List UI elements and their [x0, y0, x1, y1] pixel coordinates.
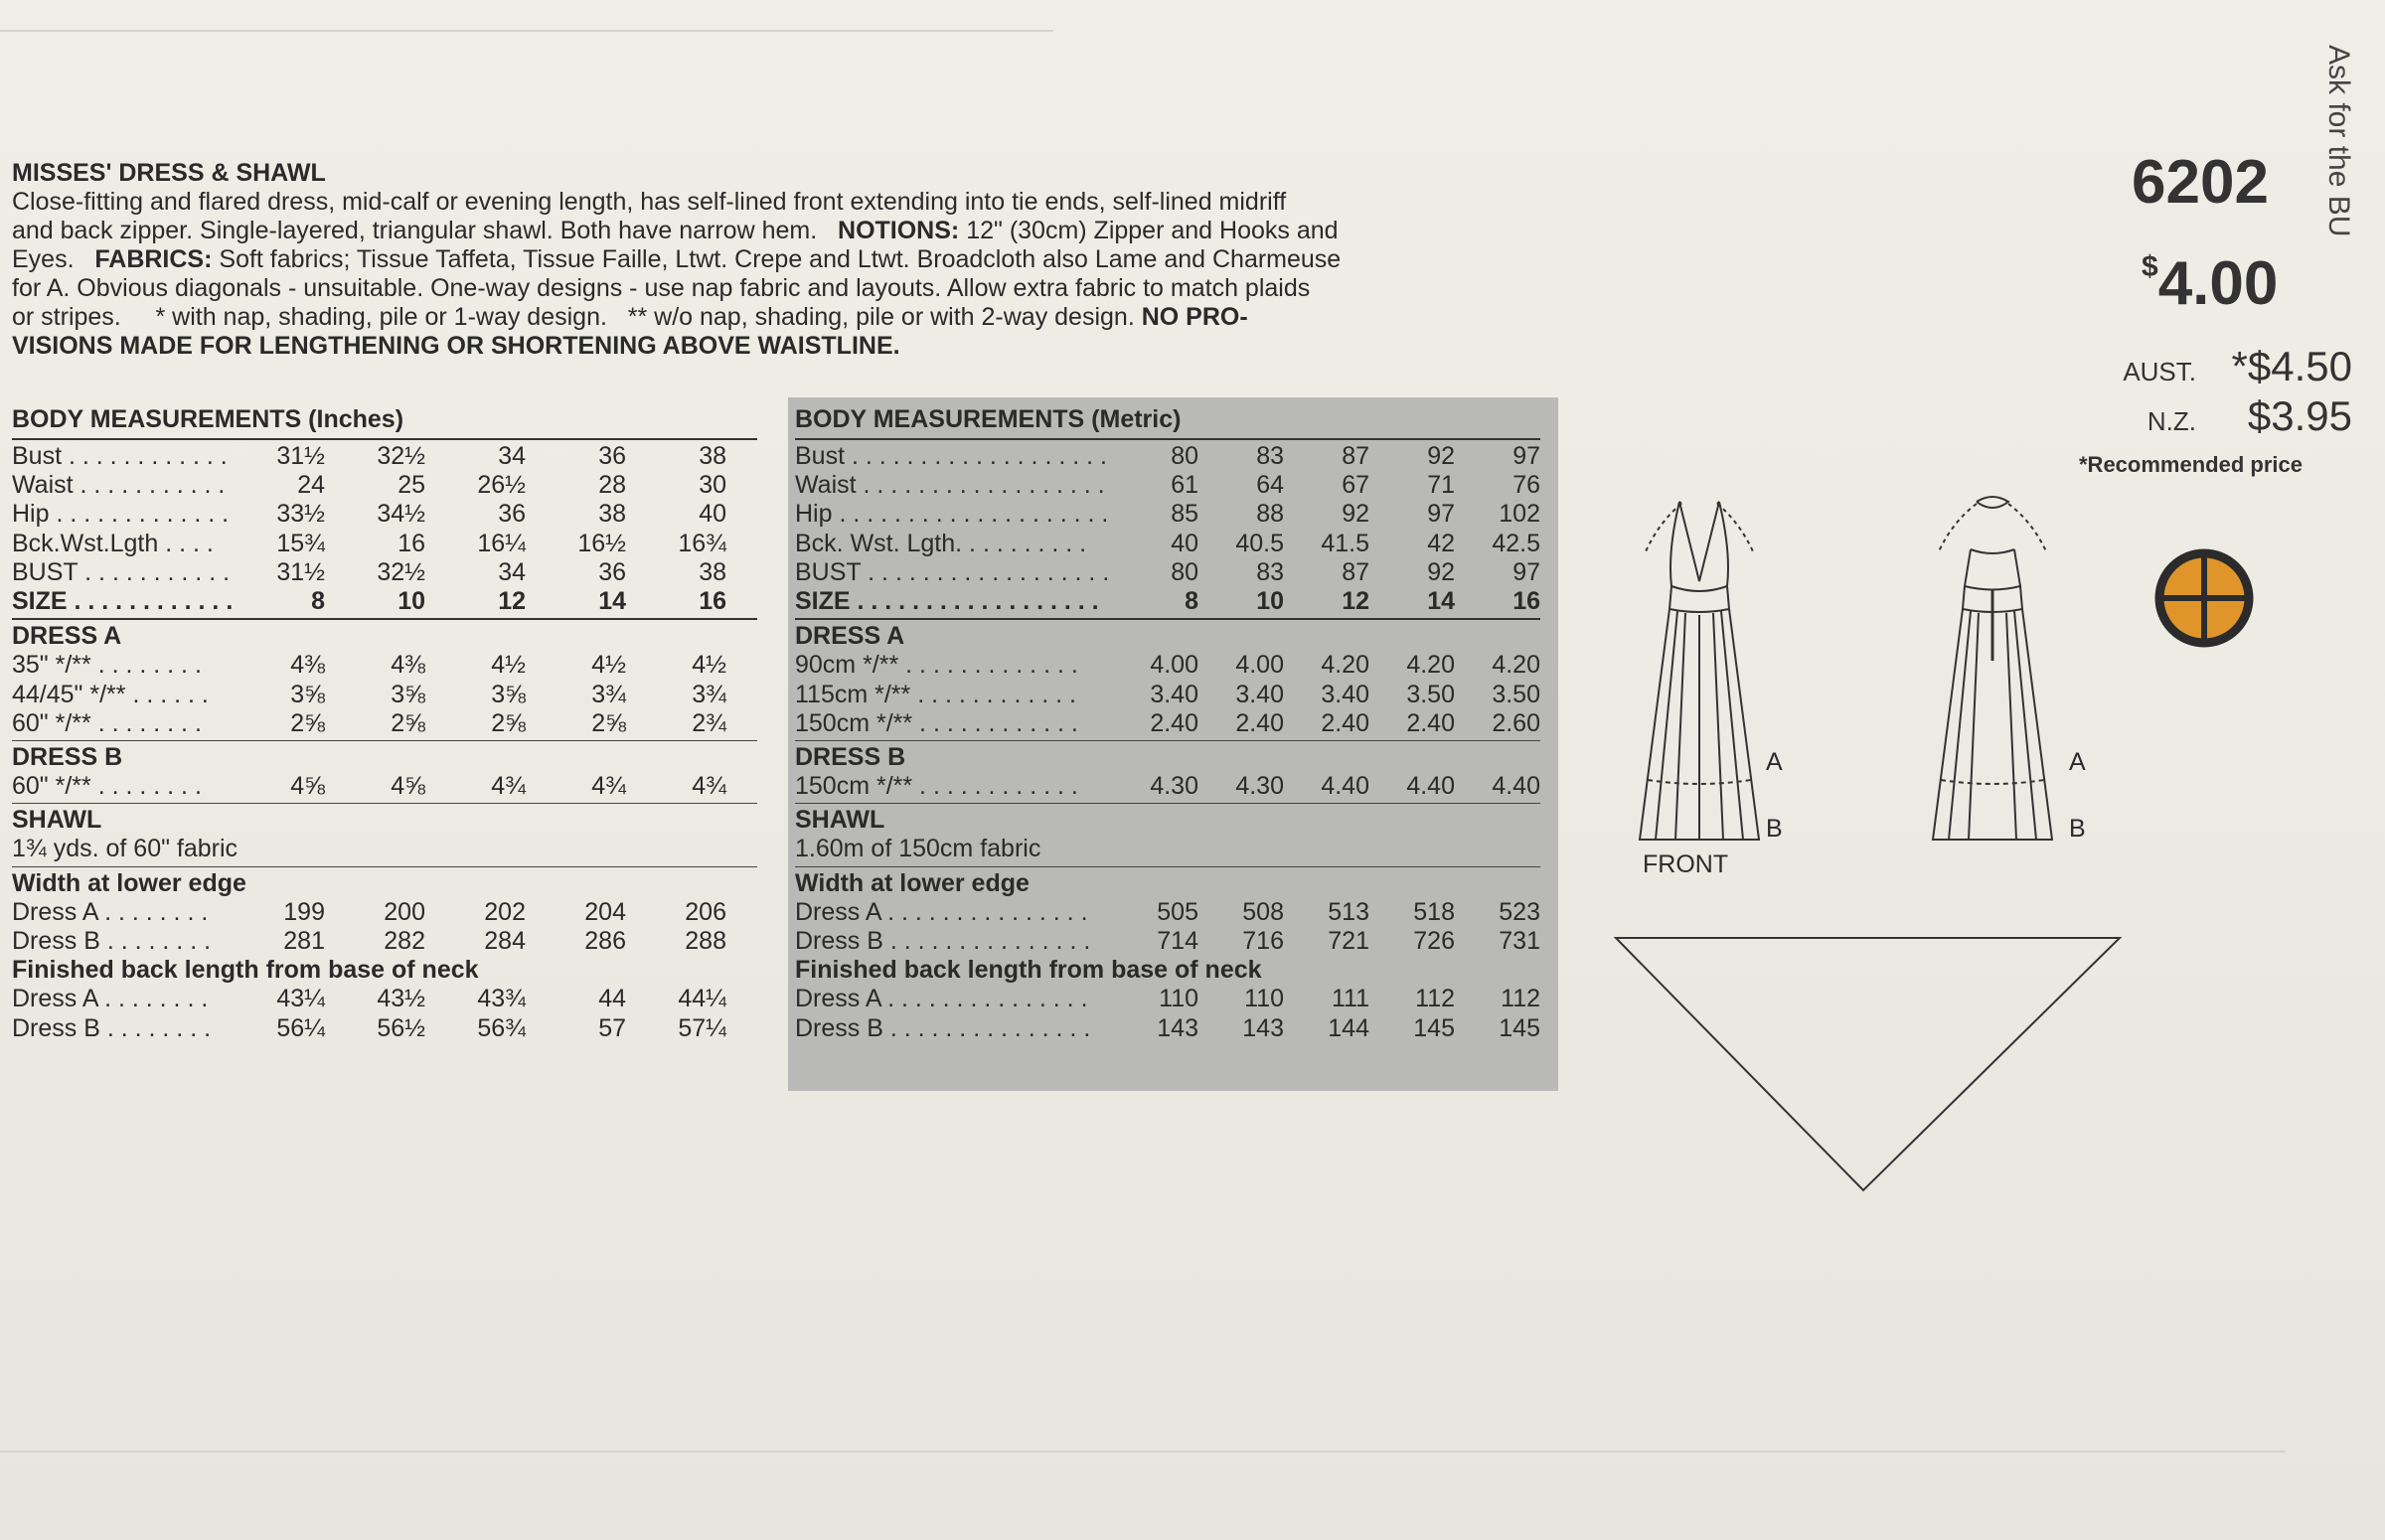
table-cell: 145 — [1499, 1013, 1540, 1042]
row-label: Dress A . . . . . . . . — [12, 985, 209, 1013]
table-cell: 200 — [384, 897, 425, 926]
view-a-label: A — [2069, 748, 2086, 776]
row-label: 35" */** . . . . . . . . — [12, 651, 202, 680]
row-label: 115cm */** . . . . . . . . . . . . — [795, 680, 1076, 708]
table-cell: 88 — [1256, 500, 1284, 529]
table-row — [795, 772, 1540, 801]
recommended-price-note: *Recommended price — [2079, 452, 2303, 477]
table-row — [795, 558, 1540, 587]
section-title: Finished back length from base of neck — [795, 956, 1262, 985]
row-label: Dress A . . . . . . . . . . . . . . . — [795, 897, 1088, 926]
description-line — [12, 303, 1522, 332]
front-label: FRONT — [1643, 850, 1729, 878]
table-cell: 56¼ — [276, 1013, 325, 1042]
table-cell: 38 — [699, 557, 726, 586]
row-label: Dress B . . . . . . . . — [12, 927, 212, 955]
table-cell: 34 — [498, 442, 526, 470]
table-row — [795, 985, 1540, 1013]
description-line — [12, 332, 1522, 361]
table-cell: 40.5 — [1235, 529, 1284, 557]
table-cell: 2.40 — [1235, 708, 1284, 737]
table-cell: 83 — [1256, 442, 1284, 470]
country-price: *$4.50 — [2231, 343, 2352, 389]
table-cell: 92 — [1342, 500, 1369, 529]
row-label: Bust . . . . . . . . . . . . . . . . . . . — [795, 442, 1107, 470]
table-cell: 4.20 — [1492, 651, 1540, 680]
table-cell: 199 — [283, 897, 325, 926]
table-cell: 145 — [1413, 1013, 1455, 1042]
table-cell: 286 — [584, 927, 626, 955]
pattern-title: MISSES' DRESS & SHAWL — [12, 159, 326, 187]
table-cell: 202 — [484, 897, 526, 926]
table-cell: 56¾ — [477, 1013, 526, 1042]
fold-line-top — [0, 30, 1053, 32]
table-cell: 43¼ — [276, 985, 325, 1013]
row-label: Dress A . . . . . . . . . . . . . . . — [795, 985, 1088, 1013]
table-cell: 83 — [1256, 557, 1284, 586]
table-cell: 12 — [498, 586, 526, 615]
shawl-yardage: 1.60m of 150cm fabric — [795, 835, 1041, 863]
table-row — [795, 681, 1540, 709]
table-cell: 31½ — [276, 557, 325, 586]
table-cell: 4¾ — [491, 772, 526, 801]
country-price: $3.95 — [2247, 392, 2352, 439]
shawl-illustration — [1610, 934, 2127, 1197]
table-cell: 505 — [1157, 897, 1198, 926]
table-cell: 204 — [584, 897, 626, 926]
table-row — [12, 709, 757, 738]
row-label: Hip . . . . . . . . . . . . . — [12, 500, 230, 529]
row-label: Dress B . . . . . . . . — [12, 1013, 212, 1042]
table-cell: 16 — [1512, 586, 1540, 615]
table-cell: 57 — [598, 1013, 626, 1042]
table-cell: 32½ — [377, 442, 425, 470]
row-label: Bck.Wst.Lgth . . . . — [12, 529, 214, 557]
table-cell: 85 — [1171, 500, 1198, 529]
table-cell: 2.40 — [1150, 708, 1198, 737]
table-cell: 4.00 — [1150, 651, 1198, 680]
description-line — [12, 245, 1522, 274]
table-cell: 3⅝ — [391, 680, 425, 708]
table-cell: 28 — [598, 471, 626, 500]
country-label: N.Z. — [2146, 406, 2196, 436]
row-label: SIZE . . . . . . . . . . . . — [12, 586, 234, 615]
side-text: Ask for the BU — [2322, 45, 2355, 237]
table-cell: 87 — [1342, 557, 1369, 586]
dress-back-illustration — [1913, 492, 2072, 849]
section-title: DRESS A — [12, 622, 122, 651]
table-cell: 80 — [1171, 557, 1198, 586]
table-cell: 34½ — [377, 500, 425, 529]
table-cell: 4⅜ — [391, 651, 425, 680]
section-title: Width at lower edge — [795, 868, 1030, 897]
price-amount: 4.00 — [2157, 249, 2279, 318]
row-label: Dress B . . . . . . . . . . . . . . . — [795, 1013, 1091, 1042]
table-cell: 57¼ — [678, 1013, 726, 1042]
table-row — [12, 500, 757, 529]
table-row — [12, 927, 757, 956]
table-cell: 16 — [699, 586, 726, 615]
table-cell: 36 — [498, 500, 526, 529]
table-cell: 2⅝ — [491, 708, 526, 737]
table-cell: 110 — [1159, 985, 1198, 1013]
table-cell: 4.30 — [1150, 772, 1198, 801]
table-cell: 731 — [1499, 927, 1540, 955]
table-cell: 34 — [498, 557, 526, 586]
table-cell: 33½ — [276, 500, 325, 529]
table-cell: 3.40 — [1235, 680, 1284, 708]
table-cell: 112 — [1415, 985, 1455, 1013]
intl-price-row — [2102, 392, 2352, 442]
table-cell: 4.40 — [1406, 772, 1455, 801]
table-row — [12, 681, 757, 709]
table-cell: 4⅜ — [290, 651, 325, 680]
table-cell: 30 — [699, 471, 726, 500]
table-cell: 92 — [1427, 442, 1455, 470]
table-cell: 4.20 — [1321, 651, 1369, 680]
table-row — [795, 530, 1540, 558]
row-label: 44/45" */** . . . . . . — [12, 680, 209, 708]
table-cell: 64 — [1256, 471, 1284, 500]
table-cell: 4.30 — [1235, 772, 1284, 801]
table-cell: 14 — [1427, 586, 1455, 615]
size-row — [12, 587, 757, 616]
table-cell: 97 — [1512, 442, 1540, 470]
table-cell: 726 — [1413, 927, 1455, 955]
table-row — [795, 709, 1540, 738]
fabrics-text: Soft fabrics; Tissue Taffeta, Tissue Faille, Ltwt. Crepe and Ltwt. Broadcloth also Lame and Charmeuse — [219, 245, 1342, 273]
table-cell: 8 — [1185, 586, 1198, 615]
table-cell: 4⅝ — [290, 772, 325, 801]
table-cell: 2.60 — [1492, 708, 1540, 737]
table-cell: 206 — [685, 897, 726, 926]
section-title: Finished back length from base of neck — [12, 956, 479, 985]
dress-front-illustration — [1620, 492, 1779, 849]
table-cell: 38 — [598, 500, 626, 529]
table-cell: 71 — [1427, 471, 1455, 500]
row-label: 150cm */** . . . . . . . . . . . . — [795, 708, 1078, 737]
table-cell: 40 — [699, 500, 726, 529]
table-cell: 92 — [1427, 557, 1455, 586]
description-line: for A. Obvious diagonals - unsuitable. One-way designs - use nap fabric and layouts. Allow extra fabric to match plaids — [12, 274, 1311, 302]
table-cell: 2.40 — [1406, 708, 1455, 737]
measurements-table-metric — [795, 402, 1540, 1043]
table-cell: 2⅝ — [391, 708, 425, 737]
table-cell: 3⅝ — [290, 680, 325, 708]
warning-text: NO PRO- — [1141, 303, 1248, 331]
table-cell: 288 — [685, 927, 726, 955]
table-cell: 67 — [1342, 471, 1369, 500]
row-label: 60" */** . . . . . . . . — [12, 708, 202, 737]
description-line — [12, 217, 1522, 245]
table-row — [12, 772, 757, 801]
table-cell: 2¾ — [692, 708, 726, 737]
table-cell: 80 — [1171, 442, 1198, 470]
row-label: Dress B . . . . . . . . . . . . . . . — [795, 927, 1091, 955]
notions-text: 12" (30cm) Zipper and Hooks and — [966, 217, 1339, 244]
size-row — [795, 587, 1540, 616]
view-b-label: B — [2069, 815, 2086, 843]
table-row — [795, 927, 1540, 956]
row-label: Bust . . . . . . . . . . . . — [12, 442, 228, 470]
table-cell: 42.5 — [1492, 529, 1540, 557]
table-cell: 3.40 — [1150, 680, 1198, 708]
table-cell: 41.5 — [1321, 529, 1369, 557]
table-cell: 10 — [398, 586, 425, 615]
currency-symbol: $ — [2142, 250, 2158, 283]
table-cell: 2⅝ — [290, 708, 325, 737]
table-cell: 97 — [1427, 500, 1455, 529]
table-cell: 3.50 — [1492, 680, 1540, 708]
table-cell: 144 — [1328, 1013, 1369, 1042]
table-cell: 143 — [1242, 1013, 1284, 1042]
shawl-yardage: 1¾ yds. of 60" fabric — [12, 835, 238, 863]
fabrics-label: FABRICS: — [94, 245, 213, 273]
row-label: Dress A . . . . . . . . — [12, 897, 209, 926]
international-prices — [2102, 343, 2352, 442]
description-text: and back zipper. Single-layered, triangular shawl. Both have narrow hem. — [12, 217, 818, 244]
table-cell: 102 — [1499, 500, 1540, 529]
table-cell: 714 — [1157, 927, 1198, 955]
table-cell: 76 — [1512, 471, 1540, 500]
table-cell: 4½ — [692, 651, 726, 680]
section-title: SHAWL — [12, 806, 102, 835]
table-cell: 4¾ — [591, 772, 626, 801]
row-label: 150cm */** . . . . . . . . . . . . — [795, 772, 1078, 801]
table-cell: 110 — [1244, 985, 1284, 1013]
table-cell: 2.40 — [1321, 708, 1369, 737]
pattern-symbol-icon — [2154, 548, 2254, 648]
table-cell: 3.50 — [1406, 680, 1455, 708]
table-cell: 112 — [1501, 985, 1540, 1013]
row-label: Hip . . . . . . . . . . . . . . . . . . . . — [795, 500, 1109, 529]
table-cell: 282 — [384, 927, 425, 955]
table-cell: 15¾ — [276, 529, 325, 557]
table-row — [12, 471, 757, 500]
view-b-label: B — [1766, 815, 1783, 843]
table-cell: 523 — [1499, 897, 1540, 926]
table-row — [12, 442, 757, 471]
table-cell: 16 — [398, 529, 425, 557]
table-cell: 56½ — [377, 1013, 425, 1042]
table-cell: 44¼ — [678, 985, 726, 1013]
table-row — [12, 1014, 757, 1043]
table-cell: 143 — [1157, 1013, 1198, 1042]
table-cell: 8 — [311, 586, 325, 615]
table-cell: 14 — [598, 586, 626, 615]
table-cell: 3⅝ — [491, 680, 526, 708]
fold-line-bottom — [0, 1451, 2286, 1453]
country-label: AUST. — [2123, 357, 2196, 386]
table-cell: 32½ — [377, 557, 425, 586]
description-text: or stripes. * with nap, shading, pile or 1-way design. ** w/o nap, shading, pile or with 2-way design. — [12, 303, 1135, 331]
table-cell: 716 — [1242, 927, 1284, 955]
price — [2142, 248, 2278, 319]
table-header: BODY MEASUREMENTS (Metric) — [795, 405, 1182, 433]
row-label: 90cm */** . . . . . . . . . . . . . — [795, 651, 1078, 680]
table-cell: 513 — [1328, 897, 1369, 926]
table-cell: 281 — [283, 927, 325, 955]
table-cell: 4½ — [491, 651, 526, 680]
table-cell: 4.00 — [1235, 651, 1284, 680]
table-cell: 38 — [699, 442, 726, 470]
measurements-table-inches — [12, 402, 757, 1043]
section-title: DRESS B — [12, 742, 123, 771]
table-row — [12, 558, 757, 587]
section-title: SHAWL — [795, 806, 885, 835]
table-header: BODY MEASUREMENTS (Inches) — [12, 405, 404, 433]
table-cell: 4⅝ — [391, 772, 425, 801]
table-cell: 25 — [398, 471, 425, 500]
table-cell: 16¾ — [678, 529, 726, 557]
row-label: Bck. Wst. Lgth. . . . . . . . . . — [795, 529, 1087, 557]
table-cell: 4.20 — [1406, 651, 1455, 680]
table-cell: 518 — [1413, 897, 1455, 926]
table-row — [795, 471, 1540, 500]
table-cell: 42 — [1427, 529, 1455, 557]
pattern-number: 6202 — [2132, 148, 2269, 217]
table-cell: 721 — [1328, 927, 1369, 955]
table-cell: 2⅝ — [591, 708, 626, 737]
table-cell: 43½ — [377, 985, 425, 1013]
section-title: DRESS B — [795, 742, 906, 771]
section-title: DRESS A — [795, 622, 905, 651]
table-row — [12, 898, 757, 927]
table-cell: 44 — [598, 985, 626, 1013]
row-label: BUST . . . . . . . . . . . — [12, 557, 231, 586]
row-label: BUST . . . . . . . . . . . . . . . . . . — [795, 557, 1110, 586]
table-cell: 508 — [1242, 897, 1284, 926]
table-cell: 4.40 — [1321, 772, 1369, 801]
row-label: Waist . . . . . . . . . . . . . . . . . . — [795, 471, 1105, 500]
description-text: Eyes. — [12, 245, 75, 273]
table-cell: 16½ — [577, 529, 626, 557]
table-row — [795, 898, 1540, 927]
table-cell: 10 — [1256, 586, 1284, 615]
table-cell: 4½ — [591, 651, 626, 680]
table-row — [795, 500, 1540, 529]
table-cell: 12 — [1342, 586, 1369, 615]
table-row — [12, 985, 757, 1013]
table-cell: 26½ — [477, 471, 526, 500]
table-cell: 3.40 — [1321, 680, 1369, 708]
table-cell: 87 — [1342, 442, 1369, 470]
table-cell: 4¾ — [692, 772, 726, 801]
table-cell: 24 — [297, 471, 325, 500]
table-cell: 3¾ — [591, 680, 626, 708]
table-cell: 43¾ — [477, 985, 526, 1013]
intl-price-row — [2102, 343, 2352, 392]
table-cell: 111 — [1331, 985, 1369, 1013]
row-label: Waist . . . . . . . . . . . — [12, 471, 226, 500]
table-cell: 61 — [1171, 471, 1198, 500]
table-cell: 284 — [484, 927, 526, 955]
notions-label: NOTIONS: — [838, 217, 960, 244]
table-cell: 3¾ — [692, 680, 726, 708]
table-cell: 40 — [1171, 529, 1198, 557]
table-cell: 36 — [598, 442, 626, 470]
table-cell: 97 — [1512, 557, 1540, 586]
table-row — [795, 1014, 1540, 1043]
table-row — [795, 651, 1540, 680]
table-cell: 31½ — [276, 442, 325, 470]
table-row — [12, 651, 757, 680]
pattern-description — [12, 159, 1522, 361]
table-cell: 4.40 — [1492, 772, 1540, 801]
table-cell: 16¼ — [477, 529, 526, 557]
view-a-label: A — [1766, 748, 1783, 776]
table-cell: 36 — [598, 557, 626, 586]
row-label: SIZE . . . . . . . . . . . . . . . . . . — [795, 586, 1099, 615]
description-line: Close-fitting and flared dress, mid-calf or evening length, has self-lined front extending into tie ends, self-lined midriff — [12, 188, 1287, 216]
section-title: Width at lower edge — [12, 868, 246, 897]
table-row — [795, 442, 1540, 471]
row-label: 60" */** . . . . . . . . — [12, 772, 202, 801]
table-row — [12, 530, 757, 558]
warning-text: VISIONS MADE FOR LENGTHENING OR SHORTENING ABOVE WAISTLINE. — [12, 332, 900, 360]
